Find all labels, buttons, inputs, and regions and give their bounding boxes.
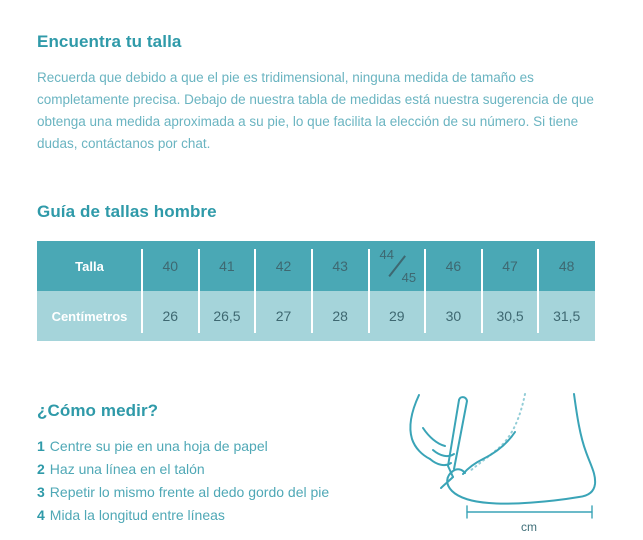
table-cell-cm: 26,5 [199, 291, 256, 341]
list-item: 3 Repetir lo mismo frente al dedo gordo del pie [37, 484, 330, 500]
table-cell-size: 41 [199, 241, 256, 291]
split-size-bottom: 45 [401, 270, 417, 285]
size-table [37, 241, 595, 341]
table-cell-size: 40 [142, 241, 199, 291]
table-cell-cm: 28 [312, 291, 369, 341]
list-item: 1 Centre su pie en una hoja de papel [37, 438, 268, 454]
how-to-measure-section [37, 398, 597, 540]
table-cell-size: 43 [312, 241, 369, 291]
page-title: Encuentra tu talla [37, 32, 182, 51]
foot-drawing [447, 394, 595, 504]
section-title-size-guide: Guía de tallas hombre [37, 202, 217, 221]
table-row-centimeters [37, 291, 595, 341]
cm-label: cm [521, 520, 537, 534]
table-cell-size: 48 [538, 241, 595, 291]
table-row-sizes [37, 241, 595, 291]
table-cell-size: 42 [255, 241, 312, 291]
split-size-top: 44 [379, 247, 394, 262]
table-cell-cm: 31,5 [538, 291, 595, 341]
table-label-centimetros: Centímetros [37, 291, 142, 341]
foot-measurement-illustration [397, 392, 637, 540]
table-cell-size-44-45 [369, 241, 426, 291]
measure-steps-list [37, 435, 397, 527]
table-cell-cm: 26 [142, 291, 199, 341]
table-cell-size: 46 [425, 241, 482, 291]
list-item: 2 Haz una línea en el talón [37, 461, 205, 477]
table-label-talla: Talla [37, 241, 142, 291]
table-cell-cm: 30 [425, 291, 482, 341]
list-item: 4 Mida la longitud entre líneas [37, 507, 225, 523]
table-cell-cm: 27 [255, 291, 312, 341]
table-cell-cm: 30,5 [482, 291, 539, 341]
table-cell-cm: 29 [369, 291, 426, 341]
measurement-line [467, 506, 592, 518]
intro-paragraph: Recuerda que debido a que el pie es tridimensional, ninguna medida de tamaño es completamente precisa. Debajo de nuestra tabla de medidas está nuestra sugerencia de que obtenga una medida aproximada a su pie, lo que facilita la elección de su número. Si tiene dudas, contáctanos por chat. [37, 70, 594, 151]
hand-pencil-drawing [410, 395, 467, 488]
section-title-how-to: ¿Cómo medir? [37, 401, 159, 420]
table-cell-size: 47 [482, 241, 539, 291]
